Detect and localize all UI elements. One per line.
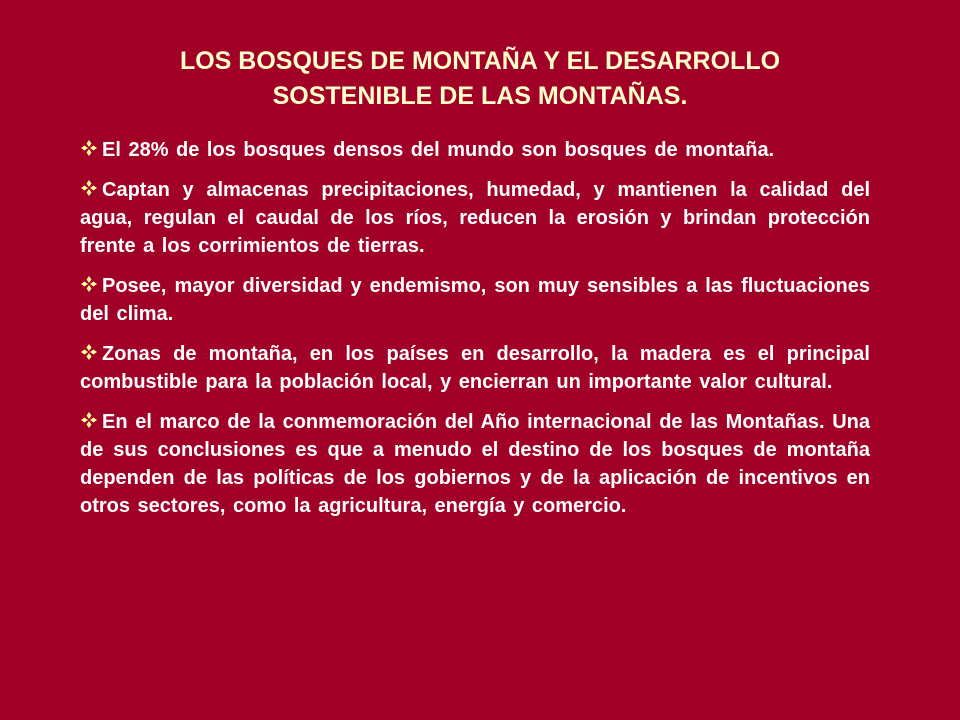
- bullet-text: Posee, mayor diversidad y endemismo, son muy sensibles a las fluctuaciones del clima.: [80, 275, 870, 325]
- bullet-item: [80, 176, 870, 260]
- bullet-text: Captan y almacenas precipitaciones, humedad, y mantienen la calidad del agua, regulan el caudal de los ríos, reducen la erosión y brindan protección frente a los corrimientos de tierras.: [80, 179, 870, 257]
- bullet-item: [80, 340, 870, 396]
- title-line-1: LOS BOSQUES DE MONTAÑA Y EL DESARROLLO: [179, 47, 781, 75]
- four-petal-diamond-icon: [80, 139, 98, 157]
- bullet-item: [80, 136, 870, 164]
- four-petal-diamond-icon: [80, 343, 98, 361]
- bullet-item: [80, 408, 870, 520]
- bullet-item: [80, 272, 870, 328]
- bullet-list: [80, 136, 870, 532]
- four-petal-diamond-icon: [80, 179, 98, 197]
- bullet-text: Zonas de montaña, en los países en desarrollo, la madera es el principal combustible para la población local, y encierran un importante valor cultural.: [80, 343, 870, 393]
- slide-title: [80, 44, 880, 114]
- bullet-text: En el marco de la conmemoración del Año internacional de las Montañas. Una de sus conclusiones es que a menudo el destino de los bosques de montaña dependen de las políticas de los gobiernos y de la aplicación de incentivos en otros sectores, como la agricultura, energía y comercio.: [80, 411, 870, 517]
- four-petal-diamond-icon: [80, 275, 98, 293]
- title-line-2: SOSTENIBLE DE LAS MONTAÑAS.: [272, 82, 688, 110]
- bullet-text: El 28% de los bosques densos del mundo son bosques de montaña.: [102, 139, 775, 161]
- four-petal-diamond-icon: [80, 411, 98, 429]
